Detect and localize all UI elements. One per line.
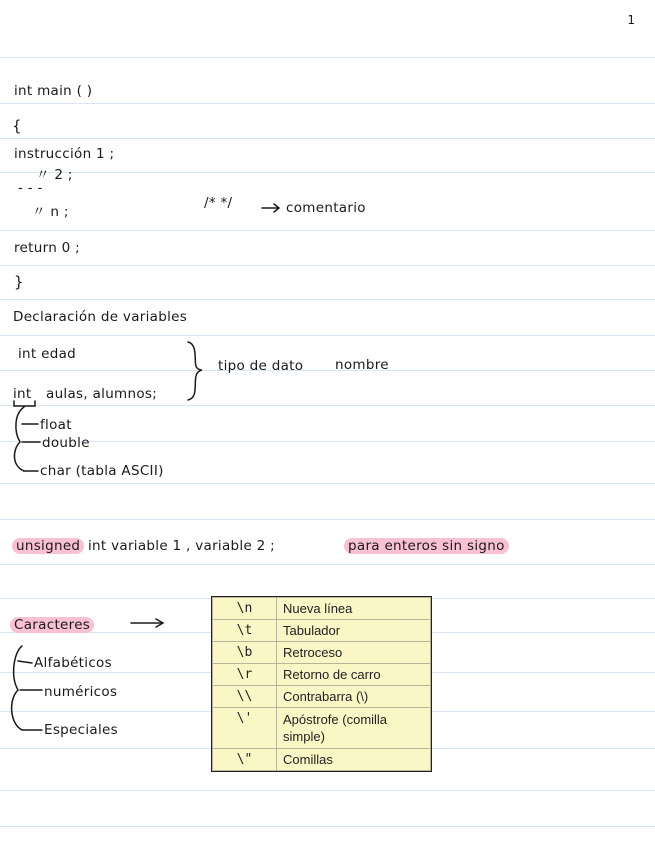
escape-description: Apóstrofe (comilla simple): [277, 708, 431, 749]
branch-alfabeticos-arrow-icon: [18, 661, 32, 663]
unsigned-keyword: unsigned: [12, 538, 84, 554]
instruction-n: 〃 n ;: [32, 204, 69, 220]
open-brace: {: [12, 117, 22, 135]
annotation-type: tipo de dato: [218, 358, 304, 374]
type-branch-icon: [14, 407, 24, 471]
kind-numericos: numéricos: [44, 684, 118, 700]
declaration-brace-icon: [188, 342, 202, 400]
close-brace: }: [14, 273, 24, 291]
escape-description: Retorno de carro: [277, 664, 431, 686]
declaration-heading: Declaración de variables: [13, 309, 188, 325]
escape-sequence-table: [212, 597, 431, 771]
main-signature: int main ( ): [14, 83, 93, 99]
escape-code: \': [213, 708, 277, 749]
escape-description: Tabulador: [277, 620, 431, 642]
table-row: [213, 749, 431, 771]
caracteres-label: Caracteres: [10, 617, 94, 633]
declaration-line-2-type: int: [13, 386, 32, 402]
unsigned-statement: int variable 1 , variable 2 ;: [88, 538, 275, 554]
instruction-2: 〃 2 ;: [36, 167, 73, 183]
comment-syntax: /* */: [204, 195, 233, 211]
kind-alfabeticos: Alfabéticos: [34, 655, 112, 671]
return-statement: return 0 ;: [14, 240, 80, 256]
caracteres-branch-icon: [12, 646, 22, 730]
table-row: [213, 642, 431, 664]
escape-code: \n: [213, 598, 277, 620]
table-row: [213, 664, 431, 686]
type-float: float: [40, 417, 72, 433]
escape-description: Contrabarra (\): [277, 686, 431, 708]
escape-description: Retroceso: [277, 642, 431, 664]
comment-label: comentario: [286, 200, 366, 216]
instruction-1: instrucción 1 ;: [14, 146, 115, 162]
ellipsis: - - -: [18, 180, 43, 196]
escape-code: \r: [213, 664, 277, 686]
table-row: [213, 620, 431, 642]
escape-code: \t: [213, 620, 277, 642]
escape-description: Comillas: [277, 749, 431, 771]
escape-code: \": [213, 749, 277, 771]
unsigned-note: para enteros sin signo: [344, 538, 509, 554]
table-row: [213, 708, 431, 749]
escape-code: \b: [213, 642, 277, 664]
escape-description: Nueva línea: [277, 598, 431, 620]
table-row: [213, 598, 431, 620]
kind-especiales: Especiales: [44, 722, 118, 738]
annotation-name: nombre: [335, 357, 389, 373]
escape-code: \\: [213, 686, 277, 708]
int-underbracket-icon: [14, 401, 35, 406]
page-number: 1: [627, 13, 635, 27]
declaration-line-1: int edad: [18, 346, 77, 362]
declaration-line-2-rest: aulas, alumnos;: [46, 386, 158, 402]
type-double: double: [42, 435, 90, 451]
type-char: char (tabla ASCII): [40, 463, 164, 479]
table-row: [213, 686, 431, 708]
